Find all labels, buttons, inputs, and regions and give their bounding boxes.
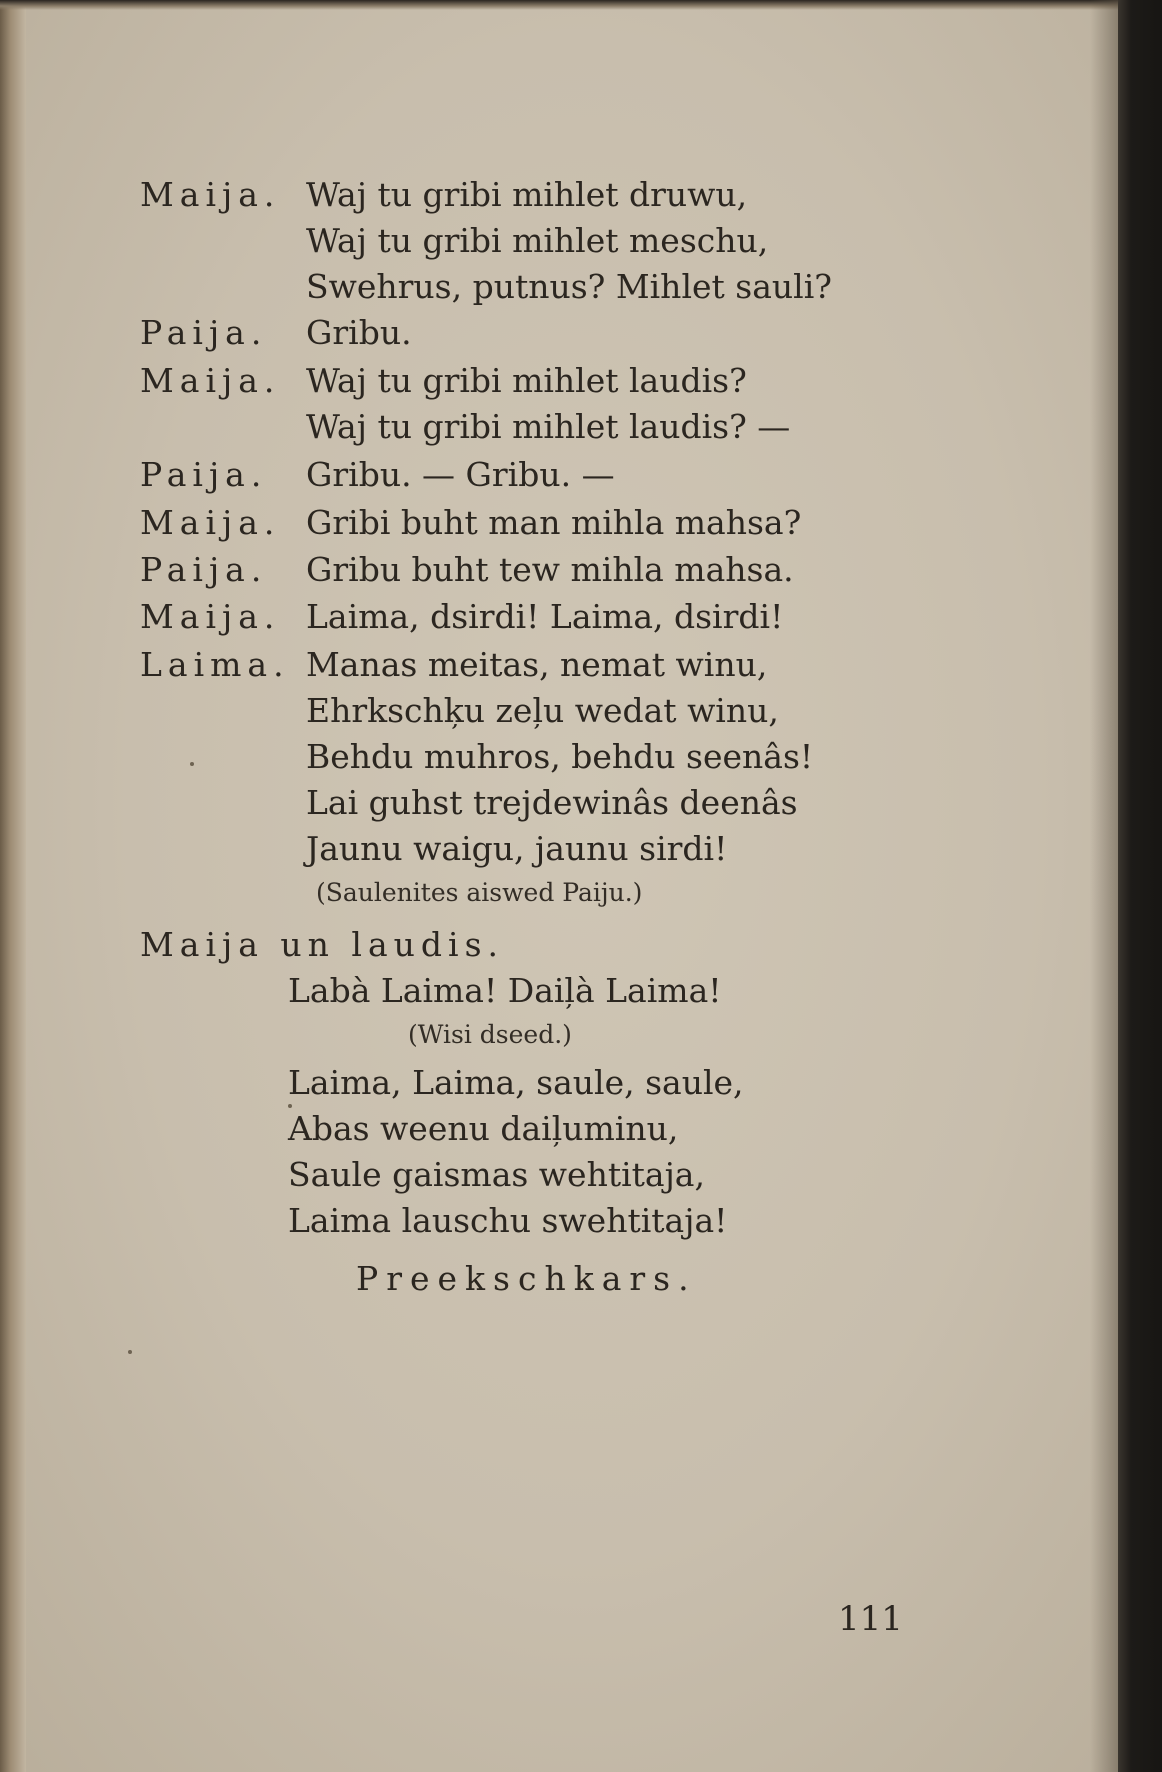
verse-line: Laima, dsirdi! Laima, dsirdi! [306, 597, 784, 636]
verse-line: Laima lauschu swehtitaja! [288, 1201, 728, 1240]
paper-speck [288, 1104, 292, 1108]
verse-line: Gribu. — Gribu. — [306, 455, 615, 494]
verse-line: Waj tu gribi mihlet druwu, [306, 175, 748, 214]
verse-line: Labà Laima! Daiļà Laima! [288, 971, 722, 1010]
paper-speck [128, 1350, 132, 1354]
speaker-label: Paija. [140, 455, 268, 494]
speaker-label: Maija. [140, 503, 281, 542]
verse-line: Gribi buht man mihla mahsa? [306, 503, 802, 542]
verse-line: Ehrkschķu zeļu wedat winu, [306, 691, 779, 730]
speaker-label: Maija. [140, 361, 281, 400]
stage-direction: (Saulenites aiswed Paiju.) [316, 878, 643, 907]
speaker-label: Maija. [140, 597, 281, 636]
verse-line: Lai guhst trejdewinâs deenâs [306, 783, 798, 822]
page-right-shadow [1090, 0, 1120, 1772]
verse-line: Gribu. [306, 313, 412, 352]
speaker-label: Maija. [140, 175, 281, 214]
verse-line: Laima, Laima, saule, saule, [288, 1063, 744, 1102]
page-top-edge [0, 0, 1162, 10]
verse-line: Behdu muhros, behdu seenâs! [306, 737, 814, 776]
verse-line: Jaunu waigu, jaunu sirdi! [306, 829, 728, 868]
page-gutter-edge [0, 0, 26, 1772]
paper-speck [190, 762, 194, 766]
verse-line: Waj tu gribi mihlet laudis? [306, 361, 747, 400]
closing-heading: Preekschkars. [356, 1259, 697, 1298]
speaker-label: Paija. [140, 313, 268, 352]
verse-line: Manas meitas, nemat winu, [306, 645, 768, 684]
book-cover-edge [1118, 0, 1162, 1772]
verse-line: Waj tu gribi mihlet meschu, [306, 221, 769, 260]
verse-line: Swehrus, putnus? Mihlet sauli? [306, 267, 832, 306]
speaker-label: Paija. [140, 550, 268, 589]
verse-line: Gribu buht tew mihla mahsa. [306, 550, 794, 589]
chorus-speaker-label: Maija un laudis. [140, 925, 504, 964]
verse-line: Saule gaismas wehtitaja, [288, 1155, 705, 1194]
verse-line: Waj tu gribi mihlet laudis? — [306, 407, 791, 446]
stage-direction: (Wisi dseed.) [408, 1020, 572, 1049]
verse-line: Abas weenu daiļuminu, [288, 1109, 679, 1148]
speaker-label: Laima. [140, 645, 290, 684]
page-number: 111 [838, 1599, 903, 1639]
